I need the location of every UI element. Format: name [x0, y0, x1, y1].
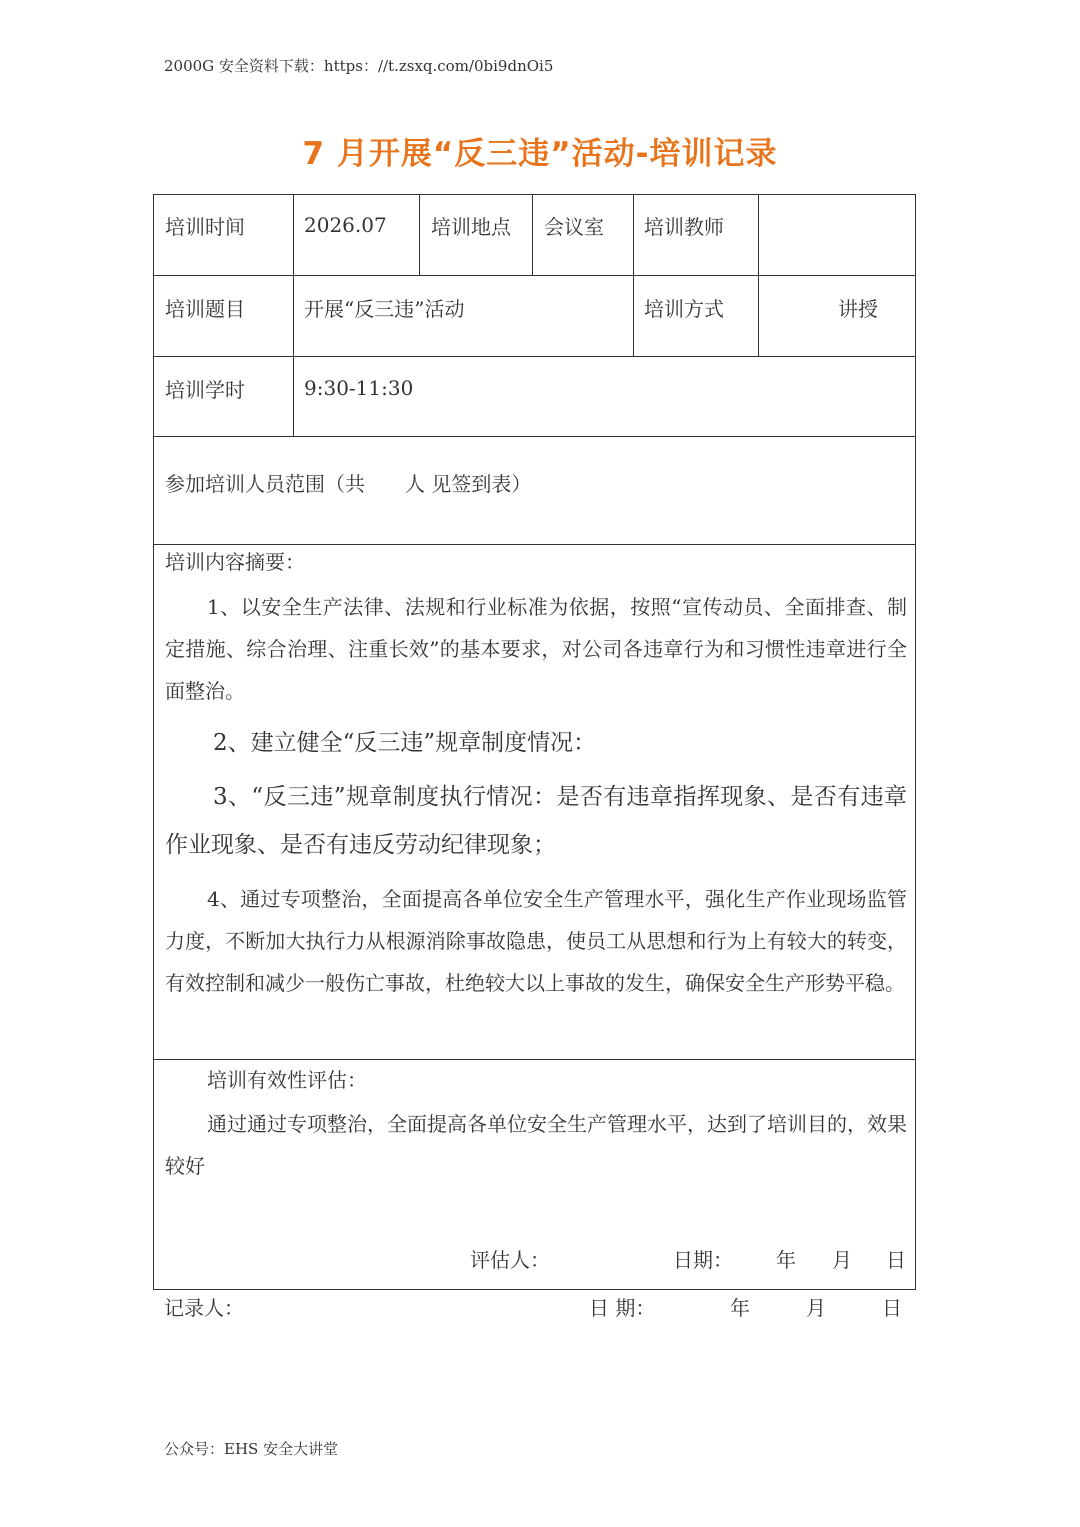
training-time-label: 培训时间	[165, 215, 245, 239]
recorder-label: 记录人：	[164, 1296, 244, 1320]
column-divider	[419, 195, 420, 275]
row-divider	[154, 1059, 915, 1060]
summary-item-1: 1、以安全生产法律、法规和行业标准为依据，按照“宣传动员、全面排查、制定措施、综合治理、注重长效”的基本要求，对公司各违章行为和习惯性违章进行全面整治。	[165, 595, 907, 703]
evaluation-year-label: 年	[776, 1248, 796, 1272]
training-topic-label: 培训题目	[165, 297, 245, 321]
training-hours-label: 培训学时	[165, 378, 245, 402]
summary-item-4: 4、通过专项整治，全面提高各单位安全生产管理水平，强化生产作业现场监管力度，不断加大执行力从根源消除事故隐患，使员工从思想和行为上有较大的转变，有效控制和减少一般伤亡事故，杜绝较大以上事故的发生，确保安全生产形势平稳。	[165, 887, 907, 995]
summary-item-3: 3、“反三违”规章制度执行情况：是否有违章指挥现象、是否有违章作业现象、是否有违反劳动纪律现象；	[165, 784, 907, 858]
training-time-value: 2026.07	[304, 213, 387, 237]
training-method-value: 讲授	[838, 297, 878, 321]
page-title: 7 月开展“反三违”活动-培训记录	[302, 136, 778, 172]
record-day-label: 日	[882, 1296, 902, 1320]
row-divider	[154, 544, 915, 545]
evaluation-date-label: 日期：	[673, 1248, 733, 1272]
training-teacher-label: 培训教师	[644, 215, 724, 239]
evaluation-month-label: 月	[832, 1248, 852, 1272]
column-divider	[532, 195, 533, 275]
evaluator-label: 评估人：	[470, 1248, 550, 1272]
evaluation-day-label: 日	[886, 1248, 906, 1272]
summary-label: 培训内容摘要：	[165, 550, 305, 574]
row-divider	[154, 436, 915, 437]
column-divider	[633, 195, 634, 356]
training-place-label: 培训地点	[431, 215, 511, 239]
column-divider	[293, 195, 294, 436]
training-topic-value: 开展“反三违”活动	[304, 297, 465, 321]
evaluation-text: 通过通过专项整治，全面提高各单位安全生产管理水平，达到了培训目的，效果较好	[165, 1112, 907, 1178]
header-download-note: 2000G 安全资料下载：https：//t.zsxq.com/0bi9dnOi5	[164, 57, 554, 75]
participants-scope: 参加培训人员范围（共 人 见签到表）	[165, 472, 532, 496]
footer-wechat-account: 公众号：EHS 安全大讲堂	[164, 1440, 339, 1458]
column-divider	[758, 195, 759, 356]
training-method-label: 培训方式	[644, 297, 724, 321]
summary-item-2: 2、建立健全“反三违”规章制度情况：	[213, 730, 597, 756]
training-place-value: 会议室	[544, 215, 604, 239]
record-date-label: 日 期：	[589, 1296, 656, 1320]
row-divider	[154, 275, 915, 276]
record-month-label: 月	[806, 1296, 826, 1320]
record-year-label: 年	[730, 1296, 750, 1320]
training-record-form	[153, 194, 916, 1290]
training-hours-value: 9:30-11:30	[304, 376, 414, 400]
evaluation-label: 培训有效性评估：	[207, 1068, 367, 1092]
row-divider	[154, 356, 915, 357]
